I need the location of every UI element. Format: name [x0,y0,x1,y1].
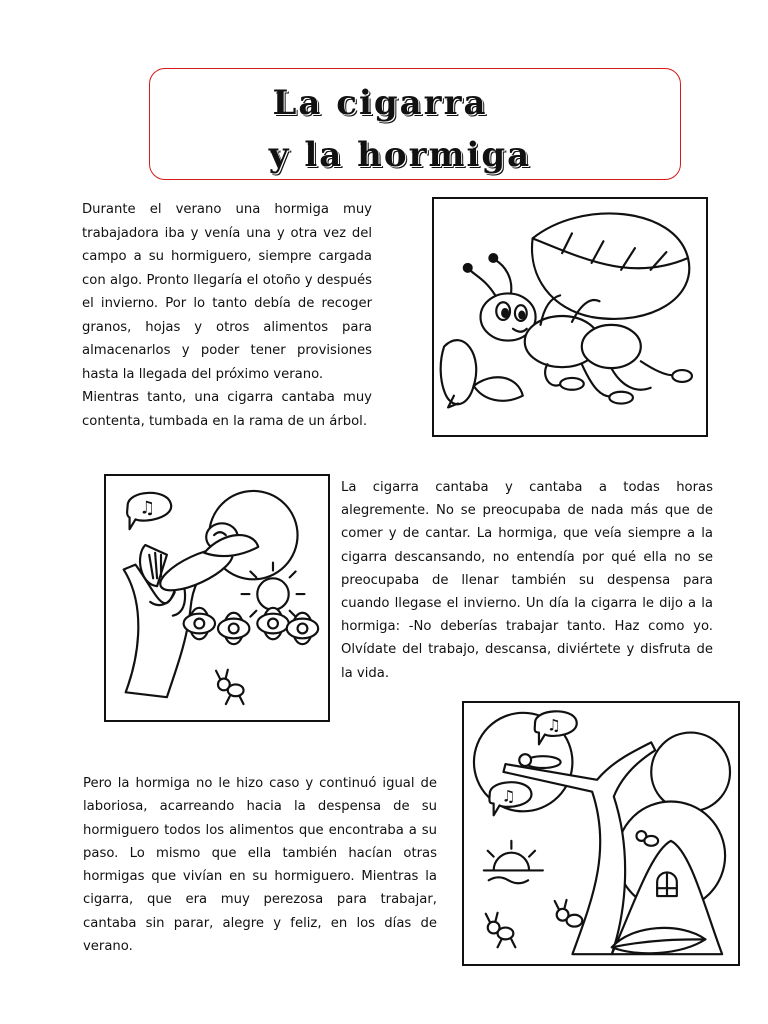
small-leaf [441,340,477,404]
paragraph-3 [83,772,437,958]
paragraph-1-part-2: Mientras tanto, una cigarra cantaba muy contenta, tumbada en la rama de un árbol. [82,390,372,429]
illustration-cicada-singing [104,474,330,722]
paragraph-1-part-1: Durante el verano una hormiga muy trabajadora iba y venía una y otra vez del campo a su hormiguero, siempre cargada con algo. Pronto llegaría el otoño y después el invierno. Por lo tanto debía de recoger granos, hojas y otros alimentos para almacenarlos y poder tener provisiones hasta la llegada del próximo verano. [82,202,372,382]
paragraph-1 [82,198,372,433]
svg-text:♫: ♫ [139,498,156,519]
title-line-1: La cigarra [272,83,488,123]
small-ant-2 [555,900,583,927]
paragraph-3-text: Pero la hormiga no le hizo caso y continuó igual de laboriosa, acarreando hacia la despensa de su hormiguero todos los alimentos que encontraba a su paso. Lo mismo que ella también hacían otras hormigas que vivían en su hormiguero. Mientras la cigarra, que era muy perezosa para trabajar, cantaba sin parar, alegre y feliz, en los días de verano. [83,776,437,955]
small-ant [216,670,244,704]
paragraph-2-text: La cigarra cantaba y cantaba a todas horas alegremente. No se preocupaba de nada más que de comer y de cantar. La hormiga, que veía siempre a la cigarra descansando, no entendía por qué ella no se preocupaba de llenar también su despensa para cuando llegase el invierno. Un día la cigarra le dijo a la hormiga: -No deberías trabajar tanto. Haz como yo. Olvídate del trabajo, descansa, diviértete y disfruta de la vida. [341,480,713,681]
flower-2 [218,613,249,644]
paragraph-2 [341,476,713,685]
flower-3 [257,608,288,639]
illustration-ants-at-tree [462,701,740,966]
flower-4 [287,613,318,644]
svg-text:♫: ♫ [501,786,516,806]
small-ant-1 [486,913,516,947]
horizon-sun [494,853,529,871]
background-circle-2 [651,733,730,812]
sun [257,578,288,609]
svg-text:♫: ♫ [546,715,561,735]
illustration-ant-carrying-leaf [432,197,708,437]
title-line-2: y la hormiga [268,135,532,175]
title-box [149,68,681,180]
